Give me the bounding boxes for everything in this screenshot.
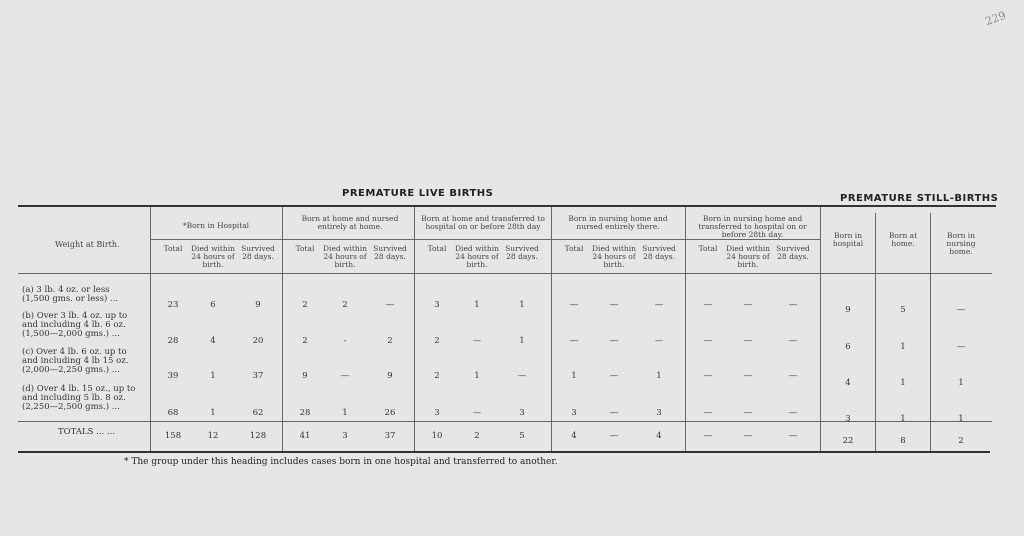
header-subline bbox=[150, 239, 820, 240]
table-cell: — bbox=[788, 408, 798, 418]
row-label: (2,250—2,500 gms.) ... bbox=[22, 402, 120, 412]
row-label: and including 5 lb. 8 oz. bbox=[22, 393, 126, 403]
bottom-rule bbox=[18, 451, 990, 453]
subheader-survived: Survived 28 days. bbox=[505, 244, 539, 261]
subheader-total: Total bbox=[427, 244, 447, 253]
divider-g3 bbox=[551, 207, 552, 451]
divider-g2 bbox=[414, 207, 415, 451]
table-cell: 3 bbox=[434, 408, 440, 418]
table-cell: — bbox=[703, 371, 713, 381]
group-header-hospital: *Born in Hospital bbox=[182, 221, 250, 230]
subheader-died: Died within 24 hours of birth. bbox=[592, 244, 636, 269]
table-cell: — bbox=[340, 371, 350, 381]
table-cell: 2 bbox=[434, 371, 440, 381]
subheader-died: Died within 24 hours of birth. bbox=[323, 244, 367, 269]
row-label: and including 4 lb. 6 oz. bbox=[22, 320, 126, 330]
still-cell: 1 bbox=[958, 378, 964, 388]
table-cell: — bbox=[609, 371, 619, 381]
table-cell: 9 bbox=[255, 300, 261, 310]
totals-cell: 2 bbox=[474, 431, 480, 441]
subheader-total: Total bbox=[295, 244, 315, 253]
table-cell: 3 bbox=[656, 408, 662, 418]
still-cell: 9 bbox=[845, 305, 851, 315]
table-cell: 3 bbox=[571, 408, 577, 418]
table-cell: 1 bbox=[474, 371, 480, 381]
subheader-died: Died within 24 hours of birth. bbox=[726, 244, 770, 269]
still-header-home: Born at home. bbox=[888, 231, 918, 248]
divider-s1 bbox=[875, 213, 876, 451]
still-births-title: PREMATURE STILL-BIRTHS bbox=[840, 193, 999, 204]
still-cell: 1 bbox=[900, 414, 906, 424]
table-cell: 28 bbox=[167, 336, 179, 346]
table-cell: — bbox=[385, 300, 395, 310]
table-cell: — bbox=[609, 408, 619, 418]
still-cell: 1 bbox=[958, 414, 964, 424]
table-cell: 37 bbox=[252, 371, 264, 381]
still-cell: 3 bbox=[845, 414, 851, 424]
table-cell: — bbox=[788, 300, 798, 310]
subheader-survived: Survived 28 days. bbox=[373, 244, 407, 261]
table-cell: 26 bbox=[384, 408, 396, 418]
row-label: (b) Over 3 lb. 4 oz. up to bbox=[22, 311, 128, 321]
group-header-nursing-transferred: Born in nursing home and transferred to hospital on or before 28th day. bbox=[698, 214, 807, 239]
table-cell: 2 bbox=[387, 336, 393, 346]
table-cell: — bbox=[472, 408, 482, 418]
totals-still-cell: 8 bbox=[900, 436, 906, 446]
totals-cell: 4 bbox=[571, 431, 577, 441]
totals-still-cell: 22 bbox=[842, 436, 854, 446]
row-label: (1,500 gms. or less) ... bbox=[22, 294, 119, 304]
table-cell: 1 bbox=[210, 408, 216, 418]
still-cell: — bbox=[956, 342, 966, 352]
subheader-died: Died within 24 hours of birth. bbox=[191, 244, 235, 269]
row-label: (2,000—2,250 gms.) ... bbox=[22, 365, 120, 375]
table-cell: 28 bbox=[299, 408, 311, 418]
divider-weight bbox=[150, 207, 151, 451]
live-births-title: PREMATURE LIVE BIRTHS bbox=[342, 188, 494, 199]
row-label: (a) 3 lb. 4 oz. or less bbox=[22, 285, 110, 295]
table-cell: 3 bbox=[519, 408, 525, 418]
totals-cell: 41 bbox=[299, 431, 311, 441]
still-header-hospital: Born in hospital bbox=[832, 231, 864, 248]
table-cell: 2 bbox=[302, 336, 308, 346]
subheader-total: Total bbox=[564, 244, 584, 253]
table-cell: 6 bbox=[210, 300, 216, 310]
table-cell: 9 bbox=[302, 371, 308, 381]
still-cell: 6 bbox=[845, 342, 851, 352]
handwritten-page-mark: 229 bbox=[983, 8, 1008, 29]
group-header-home: Born at home and nursed entirely at home. bbox=[301, 214, 399, 231]
still-cell: 4 bbox=[845, 378, 851, 388]
table-cell: 62 bbox=[252, 408, 264, 418]
table-cell: — bbox=[743, 300, 753, 310]
totals-cell: 12 bbox=[207, 431, 219, 441]
subheader-total: Total bbox=[698, 244, 718, 253]
divider-g4 bbox=[685, 207, 686, 451]
table-cell: — bbox=[788, 336, 798, 346]
still-cell: 5 bbox=[900, 305, 906, 315]
totals-still-cell: 2 bbox=[958, 436, 964, 446]
divider-s2 bbox=[930, 213, 931, 451]
table-cell: 2 bbox=[342, 300, 348, 310]
table-cell: — bbox=[743, 371, 753, 381]
divider-g5 bbox=[820, 207, 821, 451]
table-cell: 39 bbox=[167, 371, 179, 381]
totals-cell: 4 bbox=[656, 431, 662, 441]
totals-cell: 37 bbox=[384, 431, 396, 441]
table-cell: 1 bbox=[474, 300, 480, 310]
table-cell: 23 bbox=[167, 300, 179, 310]
totals-cell: — bbox=[788, 431, 798, 441]
table-cell: 1 bbox=[519, 300, 525, 310]
row-label: (d) Over 4 lb. 15 oz., up to bbox=[22, 384, 136, 394]
weight-header: Weight at Birth. bbox=[55, 240, 120, 249]
table-cell: — bbox=[472, 336, 482, 346]
table-cell: 1 bbox=[519, 336, 525, 346]
table-cell: — bbox=[569, 300, 579, 310]
still-cell: 1 bbox=[900, 342, 906, 352]
still-cell: 1 bbox=[900, 378, 906, 388]
table-cell: — bbox=[703, 408, 713, 418]
header-bottom-line bbox=[18, 273, 992, 274]
still-header-nursing: Born in nursing home. bbox=[946, 231, 976, 256]
top-rule bbox=[18, 205, 996, 207]
still-cell: — bbox=[956, 305, 966, 315]
table-cell: 3 bbox=[434, 300, 440, 310]
divider-g1 bbox=[282, 207, 283, 451]
table-cell: 1 bbox=[656, 371, 662, 381]
totals-cell: 158 bbox=[164, 431, 182, 441]
table-cell: - bbox=[343, 336, 347, 346]
group-header-nursing-home: Born in nursing home and nursed entirely there. bbox=[568, 214, 668, 231]
table-cell: — bbox=[703, 300, 713, 310]
subheader-survived: Survived 28 days. bbox=[241, 244, 275, 261]
subheader-survived: Survived 28 days. bbox=[642, 244, 676, 261]
table-cell: 20 bbox=[252, 336, 264, 346]
table-cell: — bbox=[743, 408, 753, 418]
row-label: and including 4 lb 15 oz. bbox=[22, 356, 129, 366]
totals-cell: — bbox=[609, 431, 619, 441]
subheader-died: Died within 24 hours of birth. bbox=[455, 244, 499, 269]
table-cell: — bbox=[654, 300, 664, 310]
table-cell: — bbox=[788, 371, 798, 381]
totals-cell: — bbox=[743, 431, 753, 441]
table-cell: — bbox=[703, 336, 713, 346]
table-cell: — bbox=[609, 300, 619, 310]
row-label: (1,500—2,000 gms.) ... bbox=[22, 329, 120, 339]
table-cell: — bbox=[743, 336, 753, 346]
totals-cell: 5 bbox=[519, 431, 525, 441]
table-cell: 2 bbox=[302, 300, 308, 310]
table-cell: 2 bbox=[434, 336, 440, 346]
totals-cell: 10 bbox=[431, 431, 443, 441]
table-cell: 1 bbox=[210, 371, 216, 381]
table-cell: 4 bbox=[210, 336, 216, 346]
table-cell: — bbox=[609, 336, 619, 346]
totals-cell: 3 bbox=[342, 431, 348, 441]
totals-cell: — bbox=[703, 431, 713, 441]
group-header-home-transferred: Born at home and transferred to hospital on or before 28th day bbox=[421, 214, 545, 231]
subheader-survived: Survived 28 days. bbox=[776, 244, 810, 261]
subheader-total: Total bbox=[163, 244, 183, 253]
table-cell: — bbox=[569, 336, 579, 346]
totals-cell: 128 bbox=[249, 431, 267, 441]
table-cell: 1 bbox=[342, 408, 348, 418]
table-cell: 68 bbox=[167, 408, 179, 418]
table-cell: 1 bbox=[571, 371, 577, 381]
table-cell: — bbox=[517, 371, 527, 381]
table-cell: 9 bbox=[387, 371, 393, 381]
table-cell: — bbox=[654, 336, 664, 346]
footnote: * The group under this heading includes cases born in one hospital and transferred to another. bbox=[124, 457, 558, 467]
row-label: (c) Over 4 lb. 6 oz. up to bbox=[22, 347, 127, 357]
totals-label: TOTALS ... ... bbox=[58, 427, 116, 437]
